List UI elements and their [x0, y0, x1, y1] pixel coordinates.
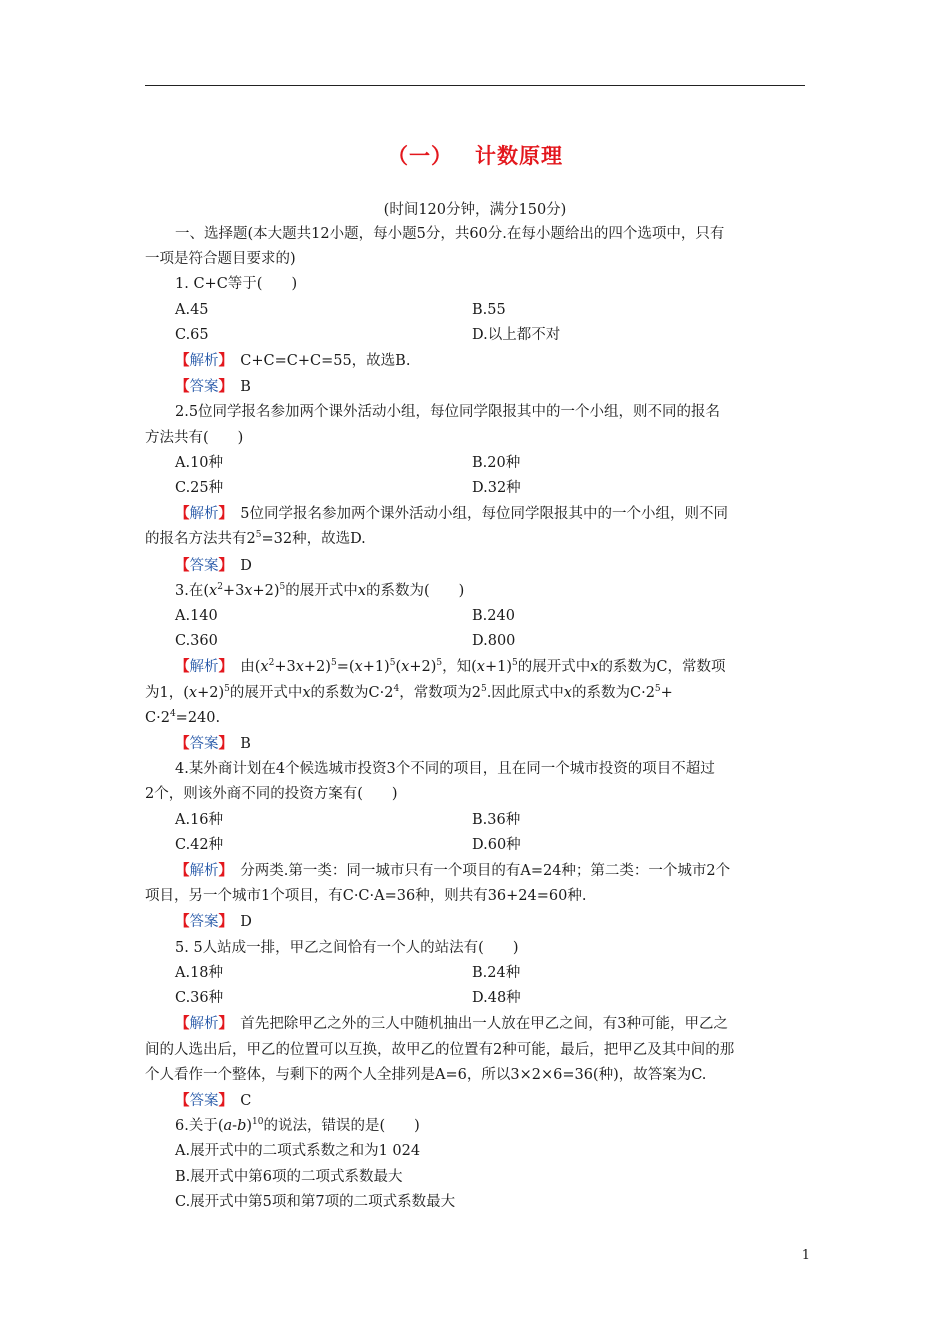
q6-option-b: B.展开式中第6项的二项式系数最大	[175, 1168, 403, 1185]
q4-analysis-line1: 【解析】 分两类.第一类：同一城市只有一个项目的有A=24种；第二类：一个城市2个	[175, 862, 731, 880]
analysis-label: 【解析】	[175, 862, 226, 880]
q1-option-c: C.65	[175, 326, 209, 343]
q3-stem: 3.在$(x^2+3x+2)^5$的展开式中x的系数为( )	[175, 581, 465, 599]
q5-options-row2	[145, 986, 807, 1011]
q1-options-row1	[145, 298, 807, 323]
q3-option-c: C.360	[175, 633, 218, 650]
q2-options-row1	[145, 451, 807, 476]
answer-label: 【答案】	[175, 1091, 226, 1109]
analysis-label: 【解析】	[175, 658, 226, 676]
analysis-label: 【解析】	[175, 1015, 226, 1033]
q5-option-b: B.24种	[472, 964, 521, 981]
page-title	[0, 140, 950, 170]
q1-answer: 【答案】 B	[175, 378, 251, 396]
q4-options-row2	[145, 833, 807, 858]
q4-option-d: D.60种	[472, 836, 521, 853]
q5-analysis-line1: 【解析】 首先把除甲乙之外的三人中随机抽出一人放在甲乙之间，有3种可能，甲乙之	[175, 1015, 728, 1033]
answer-label: 【答案】	[175, 913, 226, 931]
q2-analysis-line2: 的报名方法共有$2^5=32$种，故选D.	[145, 530, 366, 548]
q4-stem-line1: 4.某外商计划在4个候选城市投资3个不同的项目，且在同一个城市投资的项目不超过	[175, 761, 715, 778]
q2-stem-line1: 2.5位同学报名参加两个课外活动小组，每位同学限报其中的一个小组，则不同的报名	[175, 404, 721, 421]
q5-answer: 【答案】 C	[175, 1091, 252, 1109]
q2-options-row2	[145, 476, 807, 501]
title-main: 计数原理	[475, 144, 563, 168]
answer-label: 【答案】	[175, 735, 226, 753]
q4-option-a: A.16种	[175, 811, 224, 828]
analysis-label: 【解析】	[175, 352, 226, 370]
q5-options-row1	[145, 961, 807, 986]
q2-option-c: C.25种	[175, 480, 224, 497]
q1-option-b: B.55	[472, 301, 506, 318]
q2-option-d: D.32种	[472, 480, 521, 497]
q6-option-a: A.展开式中的二项式系数之和为1 024	[175, 1143, 421, 1160]
q2-option-a: A.10种	[175, 454, 224, 471]
q2-answer: 【答案】 D	[175, 556, 252, 574]
title-prefix: （一）	[387, 144, 453, 168]
q2-analysis-line1: 【解析】 5位同学报名参加两个课外活动小组，每位同学限报其中的一个小组，则不同	[175, 505, 728, 523]
q4-stem-line2: 2个，则该外商不同的投资方案有( )	[145, 786, 398, 803]
q1-analysis: 【解析】 C+C=C+C=55，故选B.	[175, 352, 411, 370]
q2-stem-line2: 方法共有( )	[145, 429, 244, 446]
analysis-label: 【解析】	[175, 505, 226, 523]
q3-analysis-line3: $C\cdot 2^4=240$.	[145, 708, 221, 726]
document-body	[145, 222, 807, 1215]
q5-stem: 5. 5人站成一排，甲乙之间恰有一个人的站法有( )	[175, 939, 519, 956]
exam-info: (时间120分钟，满分150分)	[383, 202, 567, 218]
q1-options-row2	[145, 323, 807, 348]
q4-option-b: B.36种	[472, 811, 521, 828]
q1-option-a: A.45	[175, 301, 209, 318]
q5-option-d: D.48种	[472, 990, 521, 1007]
q6-stem: 6.关于$(a-b)^{10}$的说法，错误的是( )	[175, 1117, 420, 1135]
q3-option-d: D.800	[472, 633, 516, 650]
q3-analysis-line1: 【解析】 由$(x^2+3x+2)^5=(x+1)^5(x+2)^5$，知$(x+1)^5$的展开式中x的系数为C，常数项	[175, 658, 726, 676]
q4-options-row1	[145, 808, 807, 833]
q3-option-a: A.140	[175, 608, 218, 625]
q6-option-c: C.展开式中第5项和第7项的二项式系数最大	[175, 1193, 456, 1210]
q5-option-c: C.36种	[175, 990, 224, 1007]
q1-option-d: D.以上都不对	[472, 326, 561, 343]
q2-option-b: B.20种	[472, 454, 521, 471]
q3-analysis-line2: 为1，$(x+2)^5$的展开式中x的系数为$C\cdot 2^4$，常数项为$2^5$.因此原式中x的系数为$C\cdot 2^5+$	[145, 683, 673, 701]
answer-label: 【答案】	[175, 378, 226, 396]
answer-label: 【答案】	[175, 556, 226, 574]
header-rule	[145, 85, 805, 86]
q3-options-row2	[145, 629, 807, 654]
q3-options-row1	[145, 604, 807, 629]
q1-stem: 1. C+C等于( )	[175, 276, 298, 293]
q5-option-a: A.18种	[175, 964, 224, 981]
section-heading-line2: 一项是符合题目要求的)	[145, 251, 296, 268]
q4-answer: 【答案】 D	[175, 913, 252, 931]
q3-answer: 【答案】 B	[175, 735, 251, 753]
q5-analysis-line2: 间的人选出后，甲乙的位置可以互换，故甲乙的位置有2种可能，最后，把甲乙及其中间的那	[145, 1041, 735, 1058]
q4-option-c: C.42种	[175, 836, 224, 853]
q5-analysis-line3: 个人看作一个整体，与剩下的两个人全排列是A=6，所以3×2×6=36(种)，故答案为C.	[145, 1066, 707, 1083]
q4-analysis-line2: 项目，另一个城市1个项目，有C·C·A=36种，则共有36+24=60种.	[145, 888, 587, 905]
section-heading-line1: 一、选择题(本大题共12小题，每小题5分，共60分.在每小题给出的四个选项中，只有	[175, 226, 725, 242]
page-number: 1	[801, 1248, 810, 1263]
q3-option-b: B.240	[472, 608, 515, 625]
